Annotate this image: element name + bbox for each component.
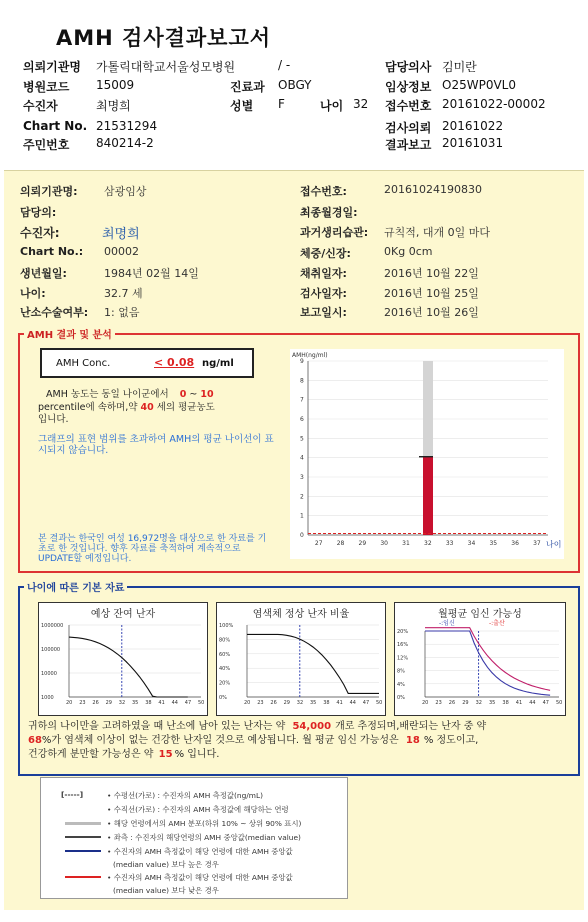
amh-conc-value: < 0.08 [154,356,195,369]
p-birth-label: 생년월일: [20,267,67,280]
legend-text-1: • 수직선(가로) : 수진자의 AMH 측정값에 해당하는 연령 [107,805,289,814]
chart-pregnancy-title: 월평균 임신 가능성 [438,609,522,620]
preg-chart-xtick: 44 [529,700,536,706]
legend-line-red [65,876,101,878]
amh-interp-part1: AMH 농도는 동일 나이군에서 [46,389,169,400]
amh-chart-xtick: 28 [336,540,345,547]
repdate-label: 결과보고 [385,138,432,152]
inst-value: 가톨릭대학교서울성모병원 [96,60,236,74]
recvno-label: 접수번호 [385,99,432,113]
p-report-label: 보고일시: [300,306,347,319]
normal-chart-ytick: 40% [219,666,231,673]
hospcode-label: 병원코드 [23,80,70,94]
p-test-value: 2016년 10월 25일 [384,287,479,300]
base-eggs: 54,000 [292,721,332,732]
p-name-value: 최명희 [102,227,140,242]
chart-pregnancy [394,602,566,716]
amh-chart-ylabel: AMH(ng/ml) [292,352,328,359]
amh-chart-xtick: 32 [424,540,432,547]
base-preg-pct: 18 [405,735,420,746]
base-section-title: 나이에 따른 기본 자료 [24,579,127,594]
dept-value: OBGY [278,78,312,92]
normal-chart-xtick: 44 [349,700,356,706]
clinical-label: 임상정보 [385,80,432,94]
preg-chart-xtick: 29 [462,700,469,706]
preg-chart-xtick: 26 [448,700,456,706]
preg-chart-ytick: 12% [397,655,409,662]
normal-chart-xtick: 23 [257,700,264,706]
p-report-value: 2016년 10월 26일 [384,306,479,319]
base-s3: %가 염색체 이상이 없는 건강한 난자일 것으로 예상됩니다. 월 평균 임신 가능성은 [41,735,399,746]
p-lmp-label: 최종월경일: [300,206,358,219]
p-recv-label: 접수번호: [300,185,347,198]
base-birth-pct: 15 [158,749,173,760]
eggs-chart-xtick: 20 [66,700,73,706]
p-inst-value: 삼광임상 [104,185,147,198]
amh-conc-unit: ng/ml [202,358,234,369]
legend-line-dark [65,836,101,838]
base-data-section [18,586,580,776]
amh-chart [290,349,564,559]
base-s5: 건강하게 분만할 가능성은 약 [28,749,154,760]
amh-interp-line3: 입니다. [38,414,69,425]
reqdate-label: 검사의뢰 [385,121,432,135]
amh-chart-xtick: 34 [467,540,476,547]
base-s2: 개로 추정되며,배란되는 난자 중 약 [335,721,487,732]
eggs-chart-xtick: 26 [92,700,99,706]
p-age-value: 32.7 세 [104,287,143,300]
legend-sym-0: [-----] [61,790,84,799]
legend-text-3: • 좌측 : 수진자의 해당연령의 AMH 중앙값(median value) [107,833,301,842]
p-mens-value: 규칙적, 대개 0일 마다 [384,226,490,239]
base-normal-pct: 68 [28,735,42,746]
normal-chart-xtick: 41 [336,700,343,706]
eggs-chart-xtick: 29 [105,700,112,706]
amh-pct-low: 0 [179,389,187,400]
amh-pct-high: 10 [200,389,214,400]
preg-chart-xtick: 32 [475,700,482,706]
ssn-value: 840214-2 [96,136,154,150]
normal-chart-ytick: 60% [219,651,231,658]
report-title: AMH 검사결과보고서 [56,26,272,50]
eggs-chart-xtick: 35 [132,700,139,706]
reqdate-value: 20161022 [442,119,504,133]
p-inst-label: 의뢰기관명: [20,185,78,198]
normal-chart-xtick: 32 [296,700,304,706]
age-value: 32 [353,97,369,111]
normal-chart-ytick: 20% [219,680,231,687]
normal-chart-xtick: 35 [310,700,317,706]
eggs-chart-ytick: 1000000 [41,623,64,629]
chart-normal-eggs [216,602,386,716]
amh-chart-xlabel: 나이 [546,540,562,549]
eggs-chart-curve [69,637,188,697]
preg-chart-legend-birth: -:출산 [489,620,505,627]
p-doctor-label: 담당의: [20,206,57,219]
amh-chart-xtick: 31 [402,540,410,547]
chart-label: Chart No. [23,119,88,133]
eggs-chart-ytick: 100000 [41,647,61,653]
dept-label: 진료과 [230,80,265,94]
legend-text-0: • 수평선(가로) : 수진자의 AMH 측정값(ng/mL) [107,791,263,800]
report-body [4,170,584,910]
legend-line-gray [65,822,101,825]
eggs-chart-xtick: 47 [184,700,192,706]
preg-chart-ytick: 16% [397,642,409,649]
chart-remaining-eggs-title: 예상 잔여 난자 [90,609,156,620]
preg-chart-ytick: 4% [397,681,405,688]
amh-note-source: 본 결과는 한국인 여성 16,972명을 대상으로 한 자료를 기초로 한 것입니다. 향후 자료를 축적하여 계속적으로 UPDATE할 예정입니다. [38,534,267,564]
normal-chart-xtick: 47 [362,700,370,706]
base-s6: % 입니다. [174,749,220,760]
amh-chart-xtick: 29 [358,540,367,547]
preg-chart-ytick: 20% [397,629,409,635]
chart-remaining-eggs [38,602,208,716]
p-surgery-value: 1: 없음 [104,306,140,319]
clinical-value: O25WP0VL0 [442,78,516,92]
p-surgery-label: 난소수술여부: [20,306,89,319]
amh-interp-part2: percentile에 속하며,약 [38,402,138,413]
legend-line-blue [65,850,101,852]
preg-chart-xtick: 35 [489,700,496,706]
eggs-chart-xtick: 32 [118,700,126,706]
age-label: 나이 [320,99,344,113]
legend-text-2: • 해당 연령에서의 AMH 분포(하위 10% ~ 상위 90% 표시) [107,819,302,828]
amh-equiv-age: 40 [140,402,154,413]
normal-chart-xtick: 20 [244,700,251,706]
eggs-chart-xtick: 50 [198,700,205,706]
p-sample-value: 2016년 10월 22일 [384,267,479,280]
preg-chart-xtick: 50 [556,700,563,706]
chart-normal-eggs-title: 염색체 정상 난자 비율 [252,609,350,620]
ssn-label: 주민번호 [23,138,70,152]
p-recv-value: 20161024190830 [384,183,482,196]
amh-chart-ytick: 6 [300,416,304,423]
amh-chart-ytick: 0 [300,532,304,539]
normal-chart-ytick: 0% [219,695,227,701]
amh-note-range: 그래프의 표현 범위를 초과하여 AMH의 평균 나이선이 표시되지 않습니다. [38,434,274,456]
sex-value: F [278,97,285,111]
eggs-chart-xtick: 44 [171,700,178,706]
eggs-chart-xtick: 38 [145,700,152,706]
amh-chart-xtick: 35 [489,540,498,547]
amh-interp-line2 [38,402,268,413]
recvno-value: 20161022-00002 [442,97,546,111]
p-age-label: 나이: [20,287,46,300]
preg-chart-xtick: 41 [515,700,523,706]
normal-chart-ytick: 100% [219,623,234,629]
p-body-value: 0Kg 0cm [384,245,433,258]
legend-text-7: (median value) 보다 낮은 경우 [113,886,219,895]
amh-tilde: ~ [189,389,198,400]
eggs-chart-ytick: 1000 [41,695,54,701]
amh-chart-ytick: 2 [300,493,304,501]
patient-label: 수진자 [23,99,58,113]
patient-value: 최명희 [96,99,131,113]
inst-label: 의뢰기관명 [23,60,81,74]
preg-chart-xtick: 20 [422,700,429,706]
preg-chart-ytick: 0% [397,695,405,701]
chart-value: 21531294 [96,119,158,133]
amh-chart-xtick: 37 [533,540,541,547]
amh-section-title: AMH 결과 및 분석 [24,326,115,341]
legend-text-6: • 수진자의 AMH 측정값이 해당 연령에 대한 AMH 중앙값 [107,873,293,882]
doctor-value: 김미란 [442,60,477,74]
p-mens-label: 과거생리습관: [300,226,369,239]
amh-chart-ytick: 5 [300,435,304,443]
eggs-chart-xtick: 23 [79,700,86,706]
repdate-value: 20161031 [442,136,504,150]
legend-text-4: • 수진자의 AMH 측정값이 해당 연령에 대한 AMH 중앙값 [107,847,293,856]
amh-chart-ytick: 8 [300,377,304,385]
base-s1: 귀하의 나이만을 고려하였을 때 난소에 남아 있는 난자는 약 [28,721,286,732]
amh-interpretation [46,389,276,400]
normal-chart-curve [247,634,379,693]
p-birth-value: 1984년 02월 14일 [104,267,199,280]
normal-chart-ytick: 80% [219,637,231,644]
eggs-chart-xtick: 41 [158,700,165,706]
amh-chart-ytick: 3 [300,474,304,481]
preg-chart-xtick: 23 [435,700,442,706]
amh-chart-xtick: 33 [445,540,454,547]
p-name-label: 수진자: [20,226,60,240]
normal-chart-xtick: 29 [283,700,290,706]
sex-label: 성별 [230,99,254,113]
amh-interp-part3: 세의 평균농도 [156,402,215,413]
amh-chart-xtick: 27 [314,540,323,547]
legend-text-5: (median value) 보다 높은 경우 [113,860,219,869]
eggs-chart-ytick: 10000 [41,671,57,677]
normal-chart-xtick: 50 [376,700,383,706]
p-chart-label: Chart No.: [20,245,84,258]
amh-chart-ytick: 1 [300,512,304,520]
amh-chart-xtick: 30 [380,540,389,547]
normal-chart-xtick: 38 [323,700,330,706]
ward-value: / - [278,58,291,72]
p-test-label: 검사일자: [300,287,347,300]
p-sample-label: 채취일자: [300,267,347,280]
amh-chart-xtick: 36 [511,540,519,547]
preg-chart-xtick: 47 [542,700,549,706]
preg-chart-series-conception [425,628,550,691]
doctor-label: 담당의사 [385,60,432,74]
legend [40,777,348,899]
base-s4: % 정도이고, [423,735,479,746]
amh-conc-label: AMH Conc. [56,358,111,369]
p-chart-value: 00002 [104,245,139,258]
base-summary [28,720,574,762]
amh-conc-box [40,348,254,378]
amh-chart-median-bar [423,457,433,535]
hospcode-value: 15009 [96,78,135,92]
amh-chart-ytick: 4 [300,454,304,462]
amh-chart-ytick: 9 [300,358,304,365]
amh-chart-ytick: 7 [300,396,304,404]
normal-chart-xtick: 26 [270,700,277,706]
preg-chart-ytick: 8% [397,668,405,675]
preg-chart-legend-conception: -:임신 [439,620,455,627]
amh-result-section [18,333,580,573]
p-body-label: 체중/신장: [300,247,351,260]
preg-chart-xtick: 38 [502,700,509,706]
